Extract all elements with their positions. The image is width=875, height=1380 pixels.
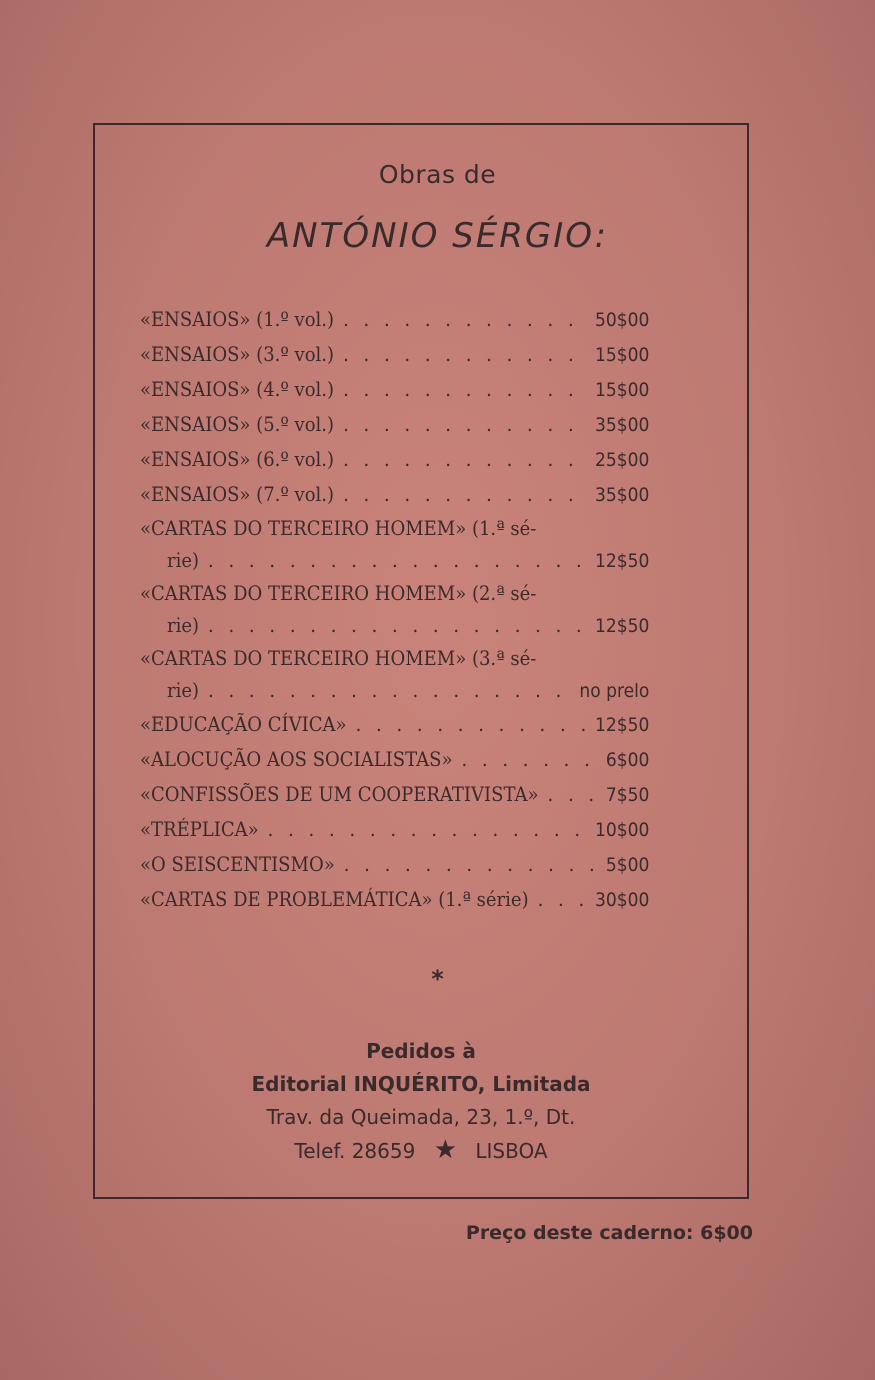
list-item: [140, 337, 649, 372]
list-item-continuation: [140, 609, 649, 642]
book-title: «ENSAIOS» (3.º vol.): [140, 342, 335, 366]
book-title: «CARTAS DO TERCEIRO HOMEM» (1.ª sé-: [140, 516, 537, 540]
list-item: [140, 372, 649, 407]
list-item: [140, 777, 649, 812]
dot-leader: [208, 609, 586, 641]
list-item: [140, 707, 649, 742]
asterisk-separator: *: [431, 965, 444, 993]
publisher-contact: [93, 1134, 749, 1168]
book-price: 50$00: [594, 309, 650, 331]
dot-leader: [538, 882, 586, 916]
publisher-address: Trav. da Queimada, 23, 1.º, Dt.: [266, 1105, 576, 1129]
book-title: «ENSAIOS» (6.º vol.): [140, 447, 335, 471]
book-title: «ENSAIOS» (1.º vol.): [140, 307, 335, 331]
book-title: «CARTAS DE PROBLEMÁTICA» (1.ª série): [140, 887, 529, 911]
dot-leader: [208, 544, 586, 576]
book-price: 12$50: [594, 714, 650, 736]
phone-number: Telef. 28659: [294, 1139, 416, 1163]
book-title-continuation: rie): [167, 613, 200, 637]
book-price: 10$00: [594, 819, 650, 841]
list-item: [140, 407, 649, 442]
issue-price: Preço deste caderno: 6$00: [465, 1222, 753, 1244]
dot-leader: [343, 407, 586, 441]
author-name: ANTÓNIO SÉRGIO:: [266, 216, 609, 256]
book-title-continuation: rie): [167, 678, 200, 702]
book-title: «CARTAS DO TERCEIRO HOMEM» (3.ª sé-: [140, 646, 537, 670]
list-item: [140, 477, 649, 512]
book-title: «TRÉPLICA»: [140, 817, 259, 841]
book-price: 30$00: [594, 889, 650, 911]
dot-leader: [343, 477, 586, 511]
book-price: 25$00: [594, 449, 650, 471]
book-title: «EDUCAÇÃO CÍVICA»: [140, 712, 347, 736]
dot-leader: [208, 674, 570, 706]
list-item: [140, 302, 649, 337]
publisher-name: Editorial INQUÉRITO, Limitada: [251, 1072, 591, 1096]
book-price: 12$50: [594, 550, 650, 572]
book-title: «CARTAS DO TERCEIRO HOMEM» (2.ª sé-: [140, 581, 537, 605]
list-item-continuation: [140, 544, 649, 577]
list-item: [140, 742, 649, 777]
list-item: [140, 882, 649, 917]
book-price: 7$50: [605, 784, 650, 806]
list-item-continuation: [140, 674, 649, 707]
dot-leader: [356, 707, 586, 741]
dot-leader: [548, 777, 597, 811]
book-title-continuation: rie): [167, 548, 200, 572]
book-title: «O SEISCENTISMO»: [140, 852, 335, 876]
list-item: [140, 812, 649, 847]
book-price: 15$00: [594, 379, 650, 401]
list-item: [140, 847, 649, 882]
book-price: 12$50: [594, 615, 650, 637]
dot-leader: [268, 812, 586, 846]
book-title: «ENSAIOS» (7.º vol.): [140, 482, 335, 506]
book-price: 35$00: [594, 414, 650, 436]
page-heading: Obras de: [378, 160, 497, 189]
book-price: 35$00: [594, 484, 650, 506]
book-title: «ENSAIOS» (4.º vol.): [140, 377, 335, 401]
dot-leader: [461, 742, 596, 776]
dot-leader: [343, 372, 586, 406]
dot-leader: [343, 442, 586, 476]
dot-leader: [344, 847, 597, 881]
book-price: 5$00: [605, 854, 650, 876]
book-price: 6$00: [605, 749, 650, 771]
orders-block: [93, 1035, 749, 1168]
book-title: «ENSAIOS» (5.º vol.): [140, 412, 335, 436]
book-title: «ALOCUÇÃO AOS SOCIALISTAS»: [140, 747, 453, 771]
book-price: no prelo: [579, 680, 650, 702]
list-item-first-line: [140, 642, 649, 674]
dot-leader: [343, 302, 586, 336]
list-item-first-line: [140, 577, 649, 609]
book-title: «CONFISSÕES DE UM COOPERATIVISTA»: [140, 782, 539, 806]
book-price: 15$00: [594, 344, 650, 366]
dot-leader: [343, 337, 586, 371]
star-icon: ★: [433, 1135, 458, 1165]
list-item-first-line: [140, 512, 649, 544]
list-item: [140, 442, 649, 477]
city-name: LISBOA: [475, 1139, 548, 1163]
book-list: [140, 302, 706, 917]
orders-heading: Pedidos à: [366, 1039, 476, 1063]
